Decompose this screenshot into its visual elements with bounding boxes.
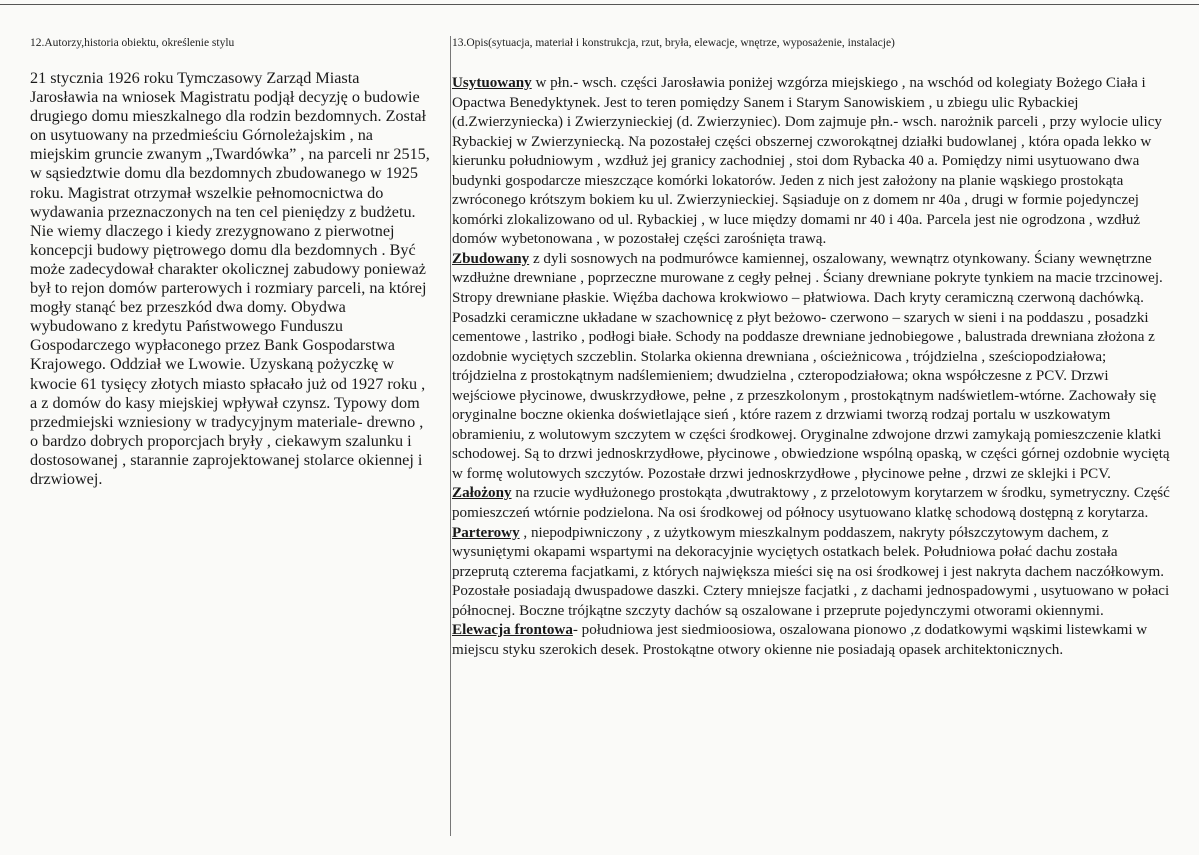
history-section-header: 12.Autorzy,historia obiektu, określenie stylu <box>30 37 235 49</box>
column-divider <box>450 36 451 836</box>
paragraph-text: w płn.- wsch. części Jarosławia poniżej wzgórza miejskiego , na wschód od kolegiaty Bożego Ciała i Opactwa Benedyktynek. Jest to teren pomiędzy Sanem i Starym Sanowiskiem , u zbiegu ulic Rybackiej (d.Zwierzyniecka) i Zwierzynieckiej (d. Zwierzyniec). Dom zajmuje płn.- wsch. narożnik parceli , przy wylocie ulicy Rybackiej w Zwierzyniecką. Na pozostałej części obszernej czworokątnej działki budowlanej , która opada lekko w kierunku południowym , wzdłuż jej granicy zachodniej , stoi dom Rybacka 40 a. Pomiędzy nimi usytuowano dwa budynki gospodarcze mieszczące komórki lokatorów. Jeden z nich jest założony na planie wąskiego prostokąta zwróconego krótszym bokiem ku ul. Zwierzynieckiej. Sąsiaduje on z domem nr 40a , drugi w formie pojedynczej komórki zlokalizowano od ul. Rybackiej , w luce między domami nr 40 i 40a. Parcela jest nie ogrodzona , wzdłuż domów wybetonowana , w pozostałej części zarośnięta trawą. <box>452 75 1162 248</box>
paragraph-location <box>452 74 1172 250</box>
paragraph-construction <box>452 250 1172 485</box>
history-text: 21 stycznia 1926 roku Tymczasowy Zarząd Miasta Jarosławia na wniosek Magistratu podjął decyzję o budowie drugiego domu mieszkalnego dla rodzin bezdomnych. Został on usytuowany na przedmieściu Górnoleżajskim , na miejskim gruncie zwanym „Twardówka” , na parceli nr 2515, w sąsiedztwie domu dla bezdomnych zbudowanego w 1925 roku. Magistrat otrzymał wszelkie pełnomocnictwa do wydawania przeznaczonych na ten cel pieniędzy z budżetu. Nie wiemy dlaczego i kiedy zrezygnowano z pierwotnej koncepcji budowy piętrowego domu dla bezdomnych . Być może zadecydował charakter okolicznej zabudowy ponieważ był to rejon domów parterowych i rozmiary parceli, na której mogły stanąć bez przeszkód dwa domy. Obydwa wybudowano z kredytu Państwowego Funduszu Gospodarczego wypłaconego przez Bank Gospodarstwa Krajowego. Oddział we Lwowie. Uzyskaną pożyczkę w kwocie 61 tysięcy złotych miasto spłacało już od 1927 roku , a z domów do kasy miejskiej wpływał czynsz. Typowy dom przedmiejski wzniesiony w tradycyjnym materiale- drewno , o bardzo dobrych proporcjach bryły , ciekawym szalunku i dostosowanej , starannie zaprojektowanej stolarce okiennej i drzwiowej. <box>30 69 430 488</box>
description-section-header: 13.Opis(sytuacja, materiał i konstrukcja, rzut, bryła, elewacje, wnętrze, wyposażenie, instalacje) <box>452 37 895 49</box>
paragraph-form <box>452 524 1172 622</box>
history-column <box>30 36 430 489</box>
top-rule <box>0 4 1199 5</box>
paragraph-lead: Usytuowany <box>452 75 532 91</box>
paragraph-lead: Zbudowany <box>452 250 530 267</box>
paragraph-plan <box>452 484 1172 523</box>
paragraph-text: na rzucie wydłużonego prostokąta ,dwutraktowy , z przelotowym korytarzem w środku, symetryczny. Część pomieszczeń wtórnie podzielona. Na osi środkowej od północy usytuowano klatkę schodową dostępną z korytarza. <box>452 485 1170 522</box>
description-body <box>452 74 1172 660</box>
paragraph-text: z dyli sosnowych na podmurówce kamiennej, oszalowany, wewnątrz otynkowany. Ściany wewnętrzne wzdłużne drewniane , poprzeczne murowane z cegły pełnej . Ściany drewniane pokryte tynkiem na macie trzcinowej. Stropy drewniane płaskie. Więźba dachowa krokwiowo – płatwiowa. Dach kryty ceramiczną czerwoną dachówką. Posadzki ceramiczne układane w szachownicę z płyt beżowo- czerwono – szarych w sieni i na poddaszu , posadzki cementowe , lastriko , podłogi białe. Schody na poddasze drewniane jednobiegowe , balustrada drewniana złożona z ozdobnie wyciętych szczeblin. Stolarka okienna drewniana , ościeżnicowa , trójdzielna , sześciopodziałowa; trójdzielna z prostokątnym nadślemieniem; dwudzielna , czteropodziałowa; okna współczesne z PCV. Drzwi wejściowe płycinowe, dwuskrzydłowe, pełne , z przeszkolonym , prostokątnym nadświetlem-wtórne. Zachowały się oryginalne boczne okienka doświetlające sień , które razem z drzwiami tworzą rodzaj portalu w uszkowatym obramieniu, z wolutowym szczytem w części środkowej. Oryginalne zdwojone drzwi zamykają pomieszczenie klatki schodowej. Są to drzwi jednoskrzydłowe, płycinowe , obwiedzione wspólną opaską, w części górnej ozdobnie wyciętą w formę wolutowych szczytów. Pozostałe drzwi jednoskrzydłowe , płycinowe pełne , drzwi ze sklejki i PCV. <box>452 250 1170 482</box>
paragraph-text: - południowa jest siedmioosiowa, oszalowana pionowo ,z dodatkowymi wąskimi listewkami w miejscu styku szerokich desek. Prostokątne otwory okienne nie posiadają opasek architektonicznych. <box>452 622 1148 658</box>
paragraph-text: , niepodpiwniczony , z użytkowym mieszkalnym poddaszem, nakryty półszczytowym dachem, z wysuniętymi okapami wspartymi na dekoracyjnie wyciętych ostatkach belek. Południowa połać dachu została przeprutą czterema facjatkami, z których największa mieści się na osi środkowej i jest nakryta dachem naczółkowym. Pozostałe posiadają dwuspadowe daszki. Cztery mniejsze facjatki , z dachami jednospadowymi , usytuowano w połaci północnej. Boczne trójkątne szczyty dachów są oszalowane i przeprute pojedynczymi otworami okiennymi. <box>452 524 1170 619</box>
description-column <box>452 36 1172 660</box>
paragraph-lead: Założony <box>452 485 512 502</box>
paragraph-lead: Parterowy <box>452 524 520 541</box>
paragraph-facade <box>452 621 1172 660</box>
paragraph-lead: Elewacja frontowa <box>452 622 573 639</box>
